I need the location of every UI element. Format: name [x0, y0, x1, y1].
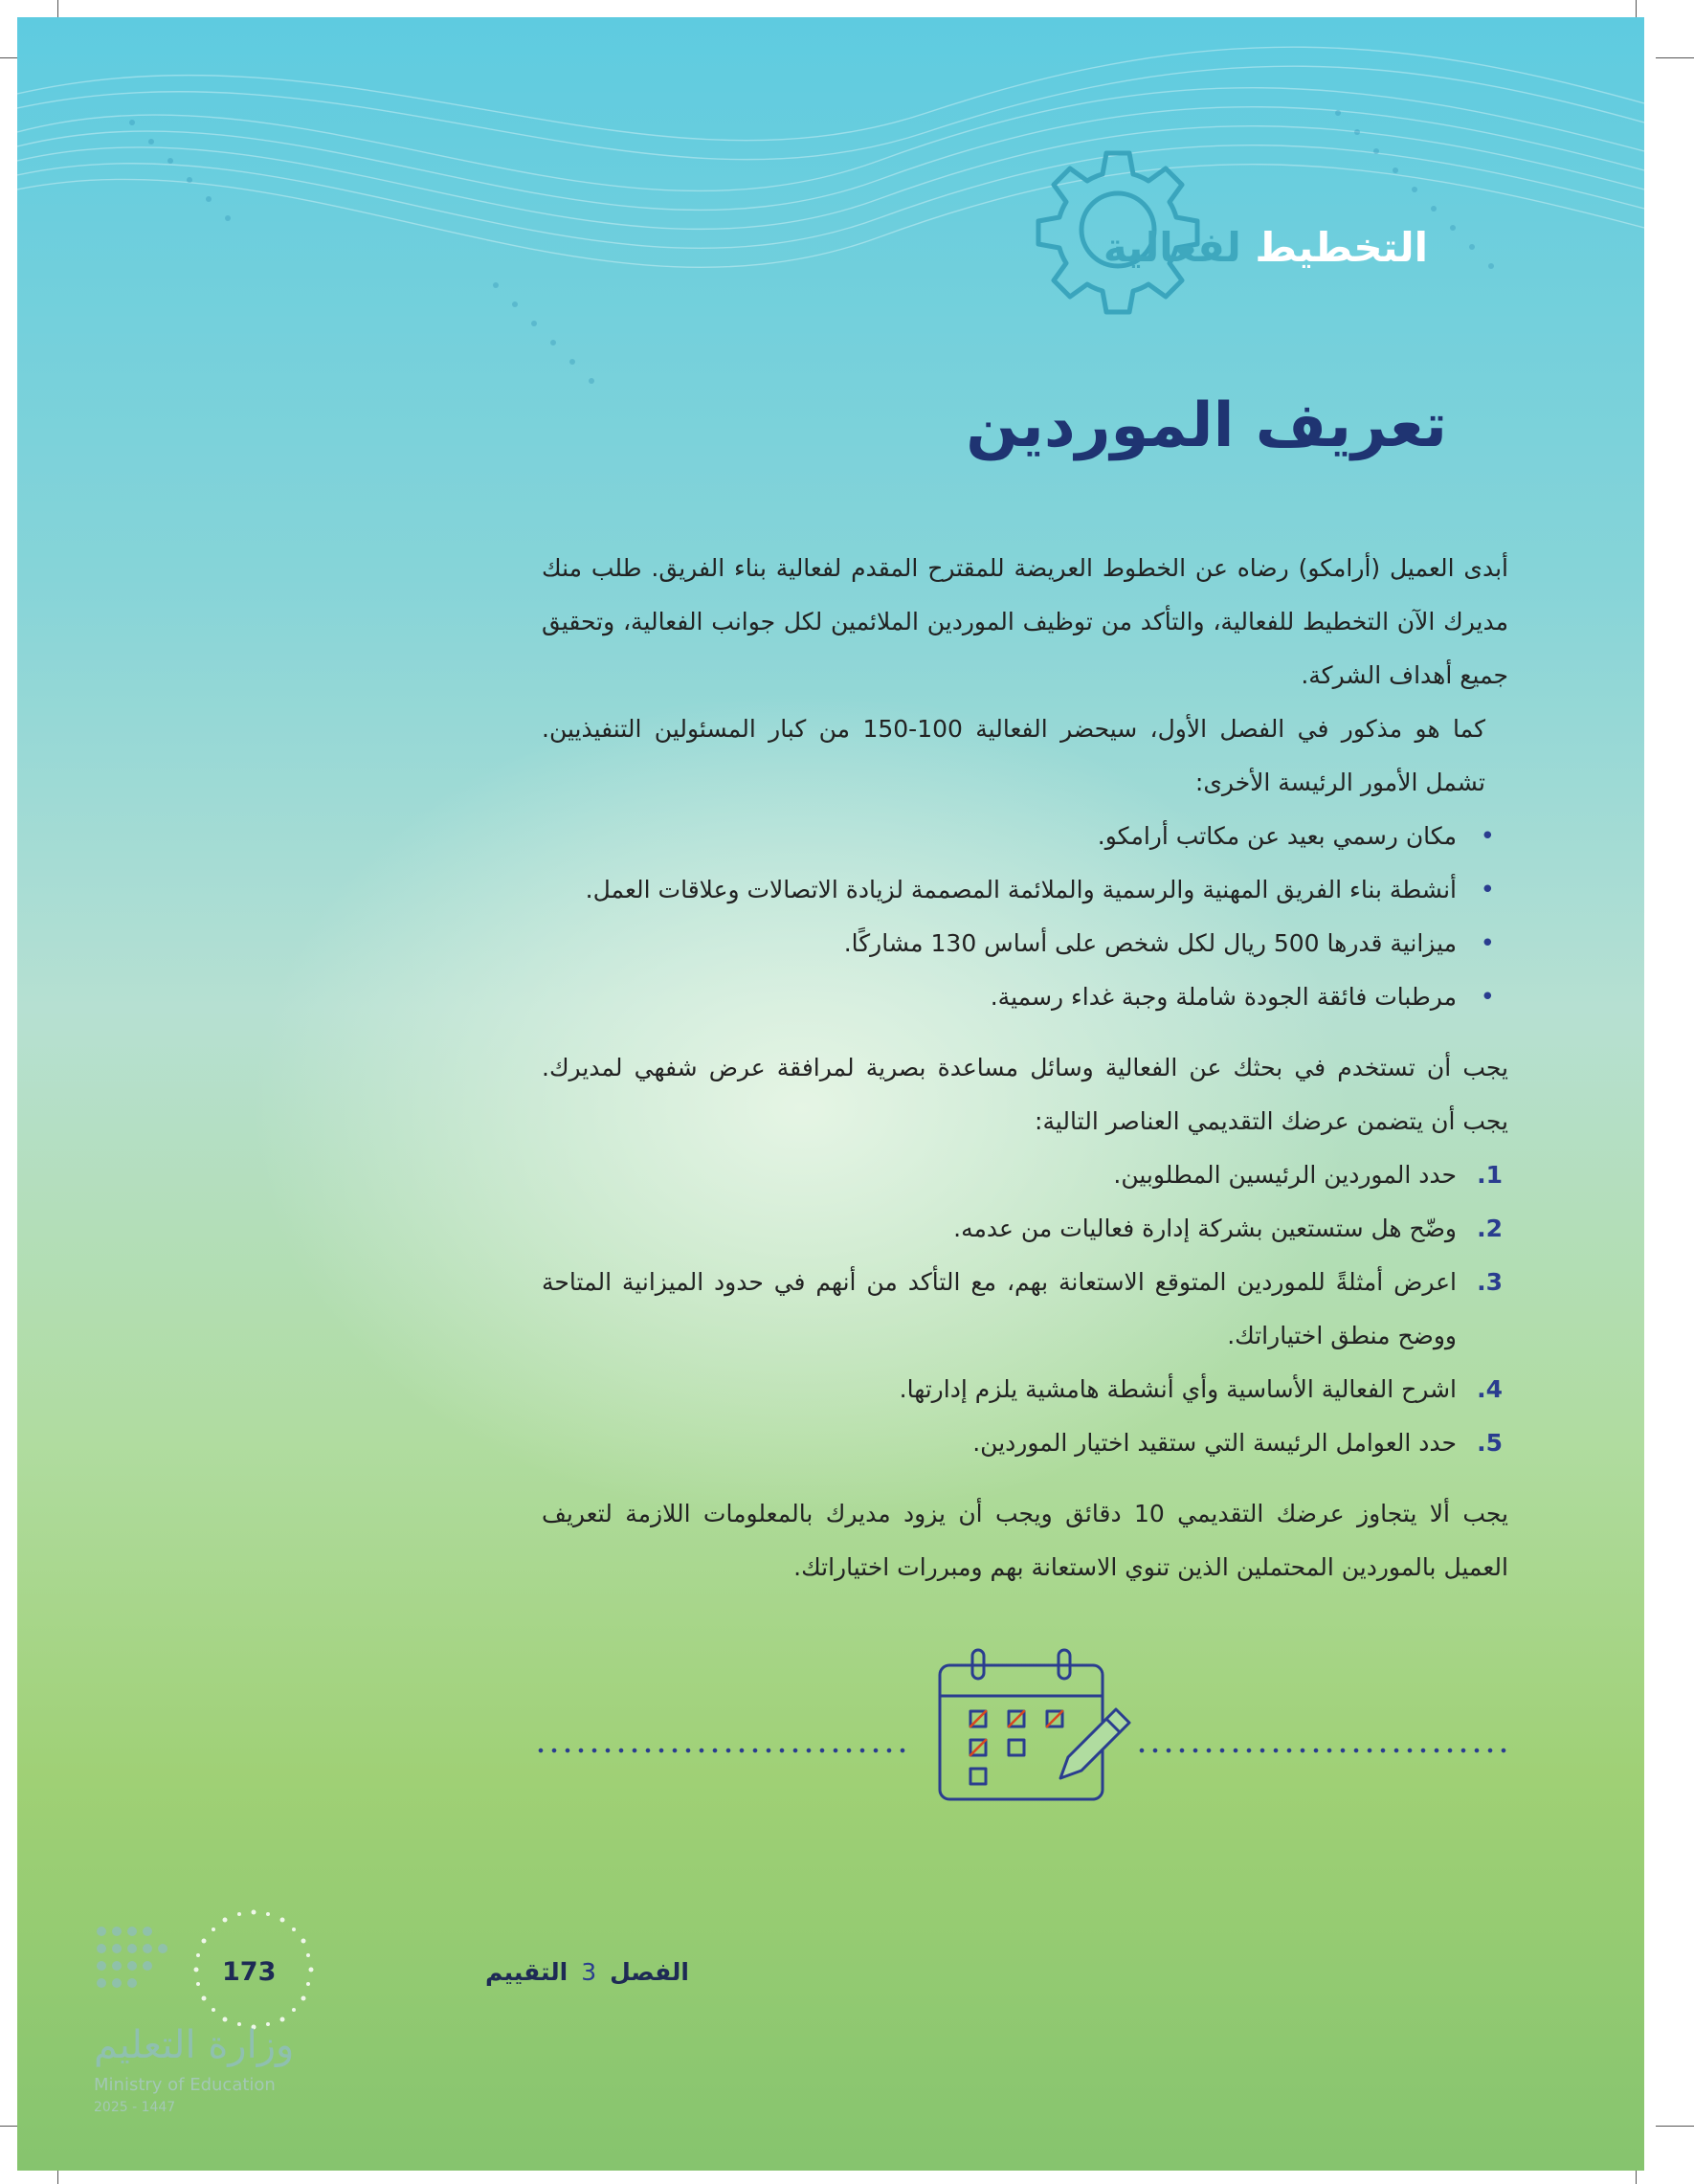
list-item — [542, 1148, 1508, 1202]
chapter-title: التقييم — [485, 1958, 568, 1986]
section-label-part2: لفعالية — [1103, 224, 1241, 271]
list-item — [542, 1202, 1508, 1256]
item-number: 5. — [1477, 1429, 1503, 1457]
crop-mark — [1656, 57, 1694, 58]
chapter-label: الفصل — [610, 1958, 689, 1986]
list-item-text: ميزانية قدرها 500 ريال لكل شخص على أساس 130 مشاركًا. — [843, 929, 1457, 957]
list-item-text: حدد العوامل الرئيسة التي ستقيد اختيار الموردين. — [972, 1429, 1457, 1457]
intro-paragraph: أبدى العميل (أرامكو) رضاه عن الخطوط العريضة للمقترح المقدم لفعالية بناء الفريق. طلب منك مديرك الآن التخطيط للفعالية، والتأكد من توظيف الموردين الملائمين لكل جوانب الفعالية، وتحقيق جميع أهداف الشركة. — [542, 554, 1508, 689]
section-label-part1: التخطيط — [1255, 224, 1428, 271]
bullet-icon: • — [1480, 822, 1495, 851]
bullet-icon: • — [1480, 983, 1495, 1012]
list-item-text: اشرح الفعالية الأساسية وأي أنشطة هامشية يلزم إدارتها. — [899, 1375, 1457, 1403]
list-item — [542, 970, 1508, 1024]
item-number: 3. — [1477, 1268, 1503, 1296]
closing-paragraph: يجب ألا يتجاوز عرضك التقديمي 10 دقائق ويجب أن يزود مديرك بالمعلومات اللازمة لتعريف العميل بالموردين المحتملين الذين تنوي الاستعانة بهم ومبررات اختياراتك. — [542, 1500, 1508, 1581]
list-item-text: اعرض أمثلةً للموردين المتوقع الاستعانة بهم، مع التأكد من أنهم في حدود الميزانية المتاحة ووضح منطق اختياراتك. — [542, 1268, 1457, 1349]
list-item — [542, 863, 1508, 917]
list-item — [542, 1363, 1508, 1416]
crop-mark — [1656, 2126, 1694, 2127]
bullet-icon: • — [1480, 876, 1495, 904]
dotted-divider-left — [534, 1748, 907, 1753]
dotted-divider-right — [1135, 1748, 1508, 1753]
page-number: 173 — [222, 1957, 277, 1987]
ministry-logo-arabic: وزارة التعليم — [94, 2023, 295, 2067]
section-label — [1103, 224, 1428, 271]
list-item-text: مرطبات فائقة الجودة شاملة وجبة غداء رسمية. — [990, 983, 1457, 1011]
list-item — [542, 917, 1508, 970]
ministry-logo-dots — [92, 1922, 216, 2008]
item-number: 1. — [1477, 1161, 1503, 1189]
book-page — [17, 17, 1644, 2171]
presentation-paragraph: يجب أن تستخدم في بحثك عن الفعالية وسائل مساعدة بصرية لمرافقة عرض شفهي لمديرك. يجب أن يتضمن عرضك التقديمي العناصر التالية: — [542, 1054, 1508, 1135]
bullet-icon: • — [1480, 929, 1495, 958]
list-item-text: مكان رسمي بعيد عن مكاتب أرامكو. — [1097, 822, 1457, 850]
calendar-pencil-icon — [936, 1644, 1137, 1807]
main-content — [542, 542, 1508, 1594]
item-number: 4. — [1477, 1375, 1503, 1403]
ministry-logo-english: Ministry of Education — [94, 2075, 276, 2095]
list-item-text: أنشطة بناء الفريق المهنية والرسمية والملائمة المصممة لزيادة الاتصالات وعلاقات العمل. — [585, 876, 1457, 903]
list-item — [542, 810, 1508, 863]
requirements-list — [542, 810, 1508, 1024]
list-item — [542, 1416, 1508, 1470]
chapter-number: 3 — [581, 1958, 597, 1986]
list-item-text: وضّح هل ستستعين بشركة إدارة فعاليات من عدمه. — [953, 1215, 1457, 1242]
list-item — [542, 1256, 1508, 1363]
chapter-footer — [485, 1958, 689, 1986]
page-title: تعريف الموردين — [966, 390, 1447, 461]
ministry-logo-year: 2025 - 1447 — [94, 2100, 176, 2115]
intro-paragraph-2: كما هو مذكور في الفصل الأول، سيحضر الفعالية 100-150 من كبار المسئولين التنفيذيين. تشمل الأمور الرئيسة الأخرى: — [542, 715, 1485, 796]
item-number: 2. — [1477, 1215, 1503, 1242]
presentation-items-list — [542, 1148, 1508, 1470]
list-item-text: حدد الموردين الرئيسين المطلوبين. — [1113, 1161, 1457, 1189]
